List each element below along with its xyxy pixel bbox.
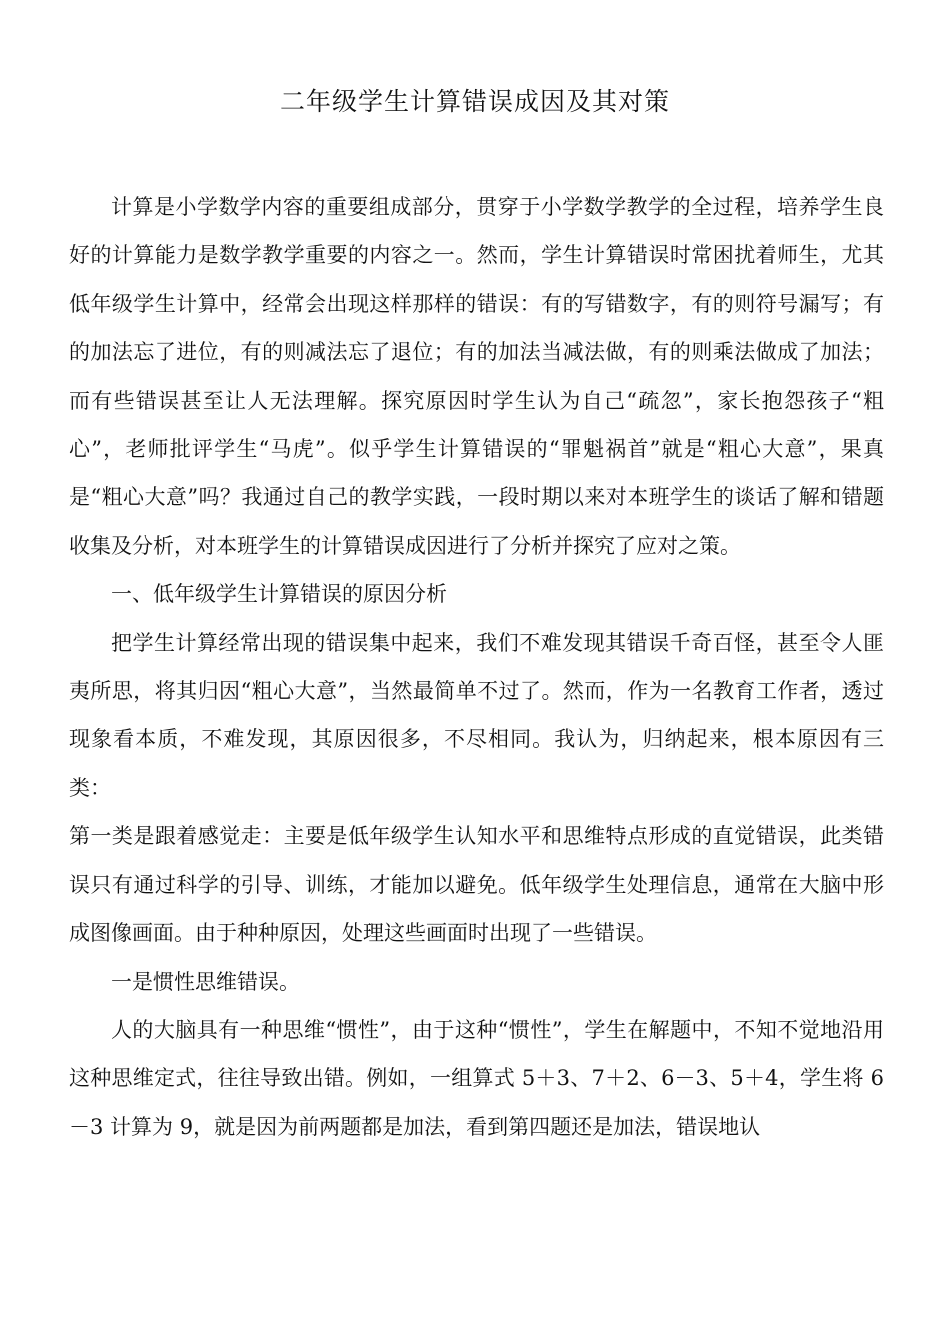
document-body — [69, 183, 884, 1151]
paragraph-intro: 计算是小学数学内容的重要组成部分，贯穿于小学数学教学的全过程，培养学生良好的计算能力是数学教学重要的内容之一。然而，学生计算错误时常困扰着师生，尤其低年级学生计算中，经常会出现这样那样的错误：有的写错数字，有的则符号漏写；有的加法忘了进位，有的则减法忘了退位；有的加法当减法做，有的则乘法做成了加法；而有些错误甚至让人无法理解。探究原因时学生认为自己“疏忽”，家长抱怨孩子“粗心”，老师批评学生“马虎”。似乎学生计算错误的“罪魁祸首”就是“粗心大意”，果真是“粗心大意”吗？我通过自己的教学实践，一段时期以来对本班学生的谈话了解和错题收集及分析，对本班学生的计算错误成因进行了分析并探究了应对之策。 — [69, 195, 884, 558]
section-heading-1: 一、低年级学生计算错误的原因分析 — [111, 582, 447, 607]
paragraph-analysis: 把学生计算经常出现的错误集中起来，我们不难发现其错误千奇百怪，甚至令人匪夷所思，将其归因“粗心大意”，当然最简单不过了。然而，作为一名教育工作者，透过现象看本质，不难发现，其原因很多，不尽相同。我认为，归纳起来，根本原因有三类： — [69, 630, 884, 800]
paragraph-first-category: 第一类是跟着感觉走：主要是低年级学生认知水平和思维特点形成的直觉错误，此类错误只有通过科学的引导、训练，才能加以避免。低年级学生处理信息，通常在大脑中形成图像画面。由于种种原因，处理这些画面时出现了一些错误。 — [69, 824, 884, 946]
document-title: 二年级学生计算错误成因及其对策 — [279, 87, 670, 116]
paragraph-inertia: 人的大脑具有一种思维“惯性”，由于这种“惯性”，学生在解题中，不知不觉地沿用这种思维定式，往往导致出错。例如，一组算式 5＋3、7＋2、6－3、5＋4，学生将 6－3 计算为 9，就是因为前两题都是加法，看到第四题还是加法，错误地认 — [69, 1017, 884, 1139]
subheading-inertia-error: 一是惯性思维错误。 — [111, 969, 300, 994]
